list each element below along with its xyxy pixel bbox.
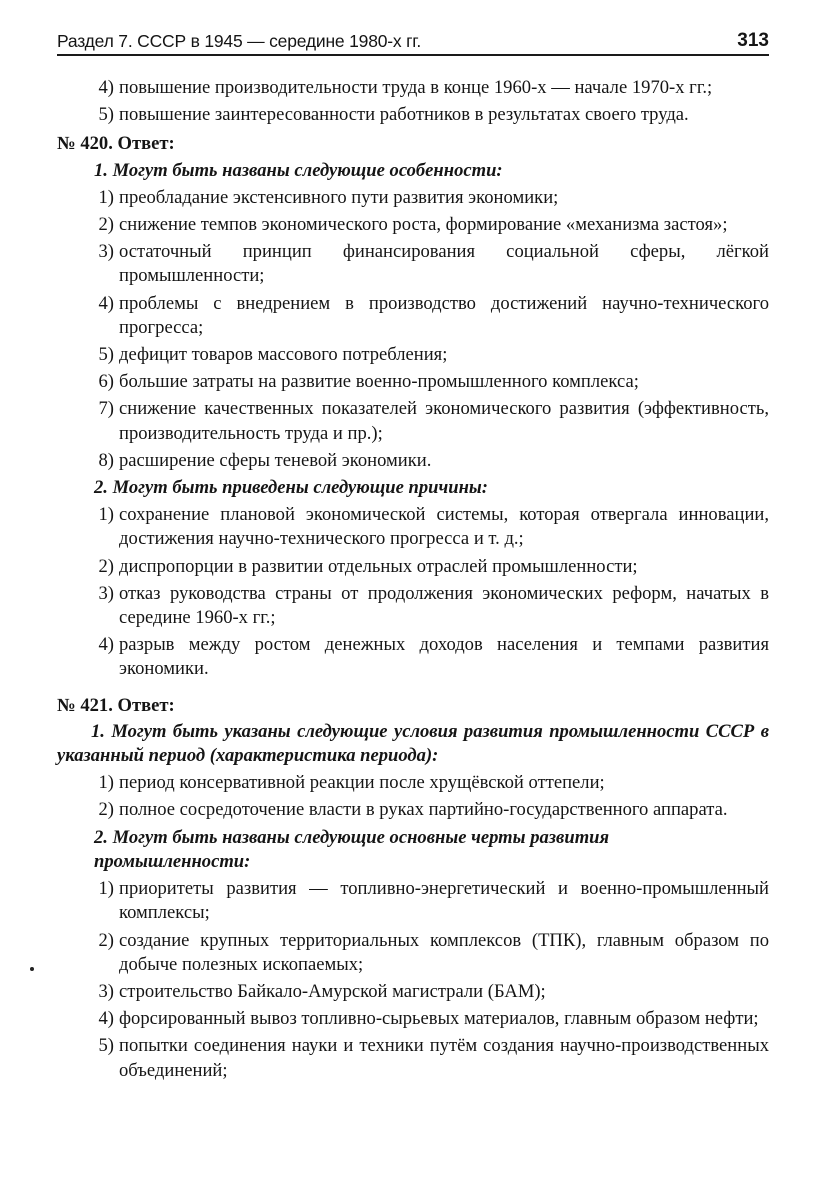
list-item: 1) приоритеты развития — топливно-энергетический и военно-промышленный комплексы; [98, 878, 769, 924]
list-item: 5) дефицит товаров массового потребления; [98, 344, 448, 366]
list-item: 4) повышение производительности труда в конце 1960-х — начале 1970-х гг.; [98, 77, 713, 98]
list-item: 7) снижение качественных показателей экономического развития (эффективность, производительность труда и пр.); [98, 398, 769, 444]
list-item: 2) полное сосредоточение власти в руках партийно-государственного аппарата. [98, 799, 728, 821]
subheading-421-1: 1. Могут быть указаны следующие условия развития промышленности СССР в указанный период (характеристика периода): [57, 720, 769, 767]
answer-heading-421: № 421. Ответ: [57, 694, 175, 716]
list-item: 3) остаточный принцип финансирования социальной сферы, лёгкой промышленности; [98, 241, 769, 287]
list-420-1 [88, 186, 769, 473]
list-item: 6) большие затраты на развитие военно-промышленного комплекса; [98, 371, 639, 393]
list-420-2 [88, 503, 769, 681]
subheading-421-2: 2. Могут быть названы следующие основные черты развития промышленности: [94, 826, 610, 872]
list-item: 2) диспропорции в развитии отдельных отраслей промышленности; [98, 555, 638, 577]
list-item: 8) расширение сферы теневой экономики. [98, 449, 432, 471]
list-item: 5) повышение заинтересованности работников в результатах своего труда. [98, 104, 689, 126]
running-header [57, 22, 769, 56]
list-item: 5) попытки соединения науки и техники путём создания научно-производственных объединений; [98, 1035, 769, 1081]
continued-list [88, 76, 769, 127]
page-number: 313 [737, 30, 769, 51]
page-body [57, 76, 769, 1083]
list-421-2 [88, 877, 769, 1083]
list-421-1 [88, 771, 769, 822]
list-item: 3) отказ руководства страны от продолжения экономических реформ, начатых в середине 1960-х гг.; [98, 582, 769, 629]
list-item: 3) строительство Байкало-Амурской магистрали (БАМ); [98, 980, 546, 1002]
list-item: 2) снижение темпов экономического роста, формирование «механизма застоя»; [98, 214, 728, 236]
subheading-420-1: 1. Могут быть названы следующие особенности: [94, 159, 503, 181]
answer-heading-420: № 420. Ответ: [57, 133, 175, 155]
list-item: 1) сохранение плановой экономической системы, которая отвергала инновации, достижения научно-технического прогресса и т. д.; [98, 504, 769, 550]
list-item: 1) период консервативной реакции после хрущёвской оттепели; [98, 772, 605, 794]
list-item: 4) форсированный вывоз топливно-сырьевых материалов, главным образом нефти; [98, 1008, 759, 1030]
subheading-420-2: 2. Могут быть приведены следующие причины: [94, 477, 488, 499]
list-item: 4) проблемы с внедрением в производство достижений научно-технического прогресса; [98, 292, 769, 338]
list-item: 2) создание крупных территориальных комплексов (ТПК), главным образом по добыче полезных ископаемых; [98, 929, 769, 975]
book-page [57, 22, 769, 1086]
scan-speck [30, 967, 34, 971]
section-title: Раздел 7. СССР в 1945 — середине 1980-х гг. [57, 31, 421, 51]
list-item: 4) разрыв между ростом денежных доходов населения и темпами развития экономики. [98, 634, 769, 680]
list-item: 1) преобладание экстенсивного пути развития экономики; [98, 186, 559, 208]
